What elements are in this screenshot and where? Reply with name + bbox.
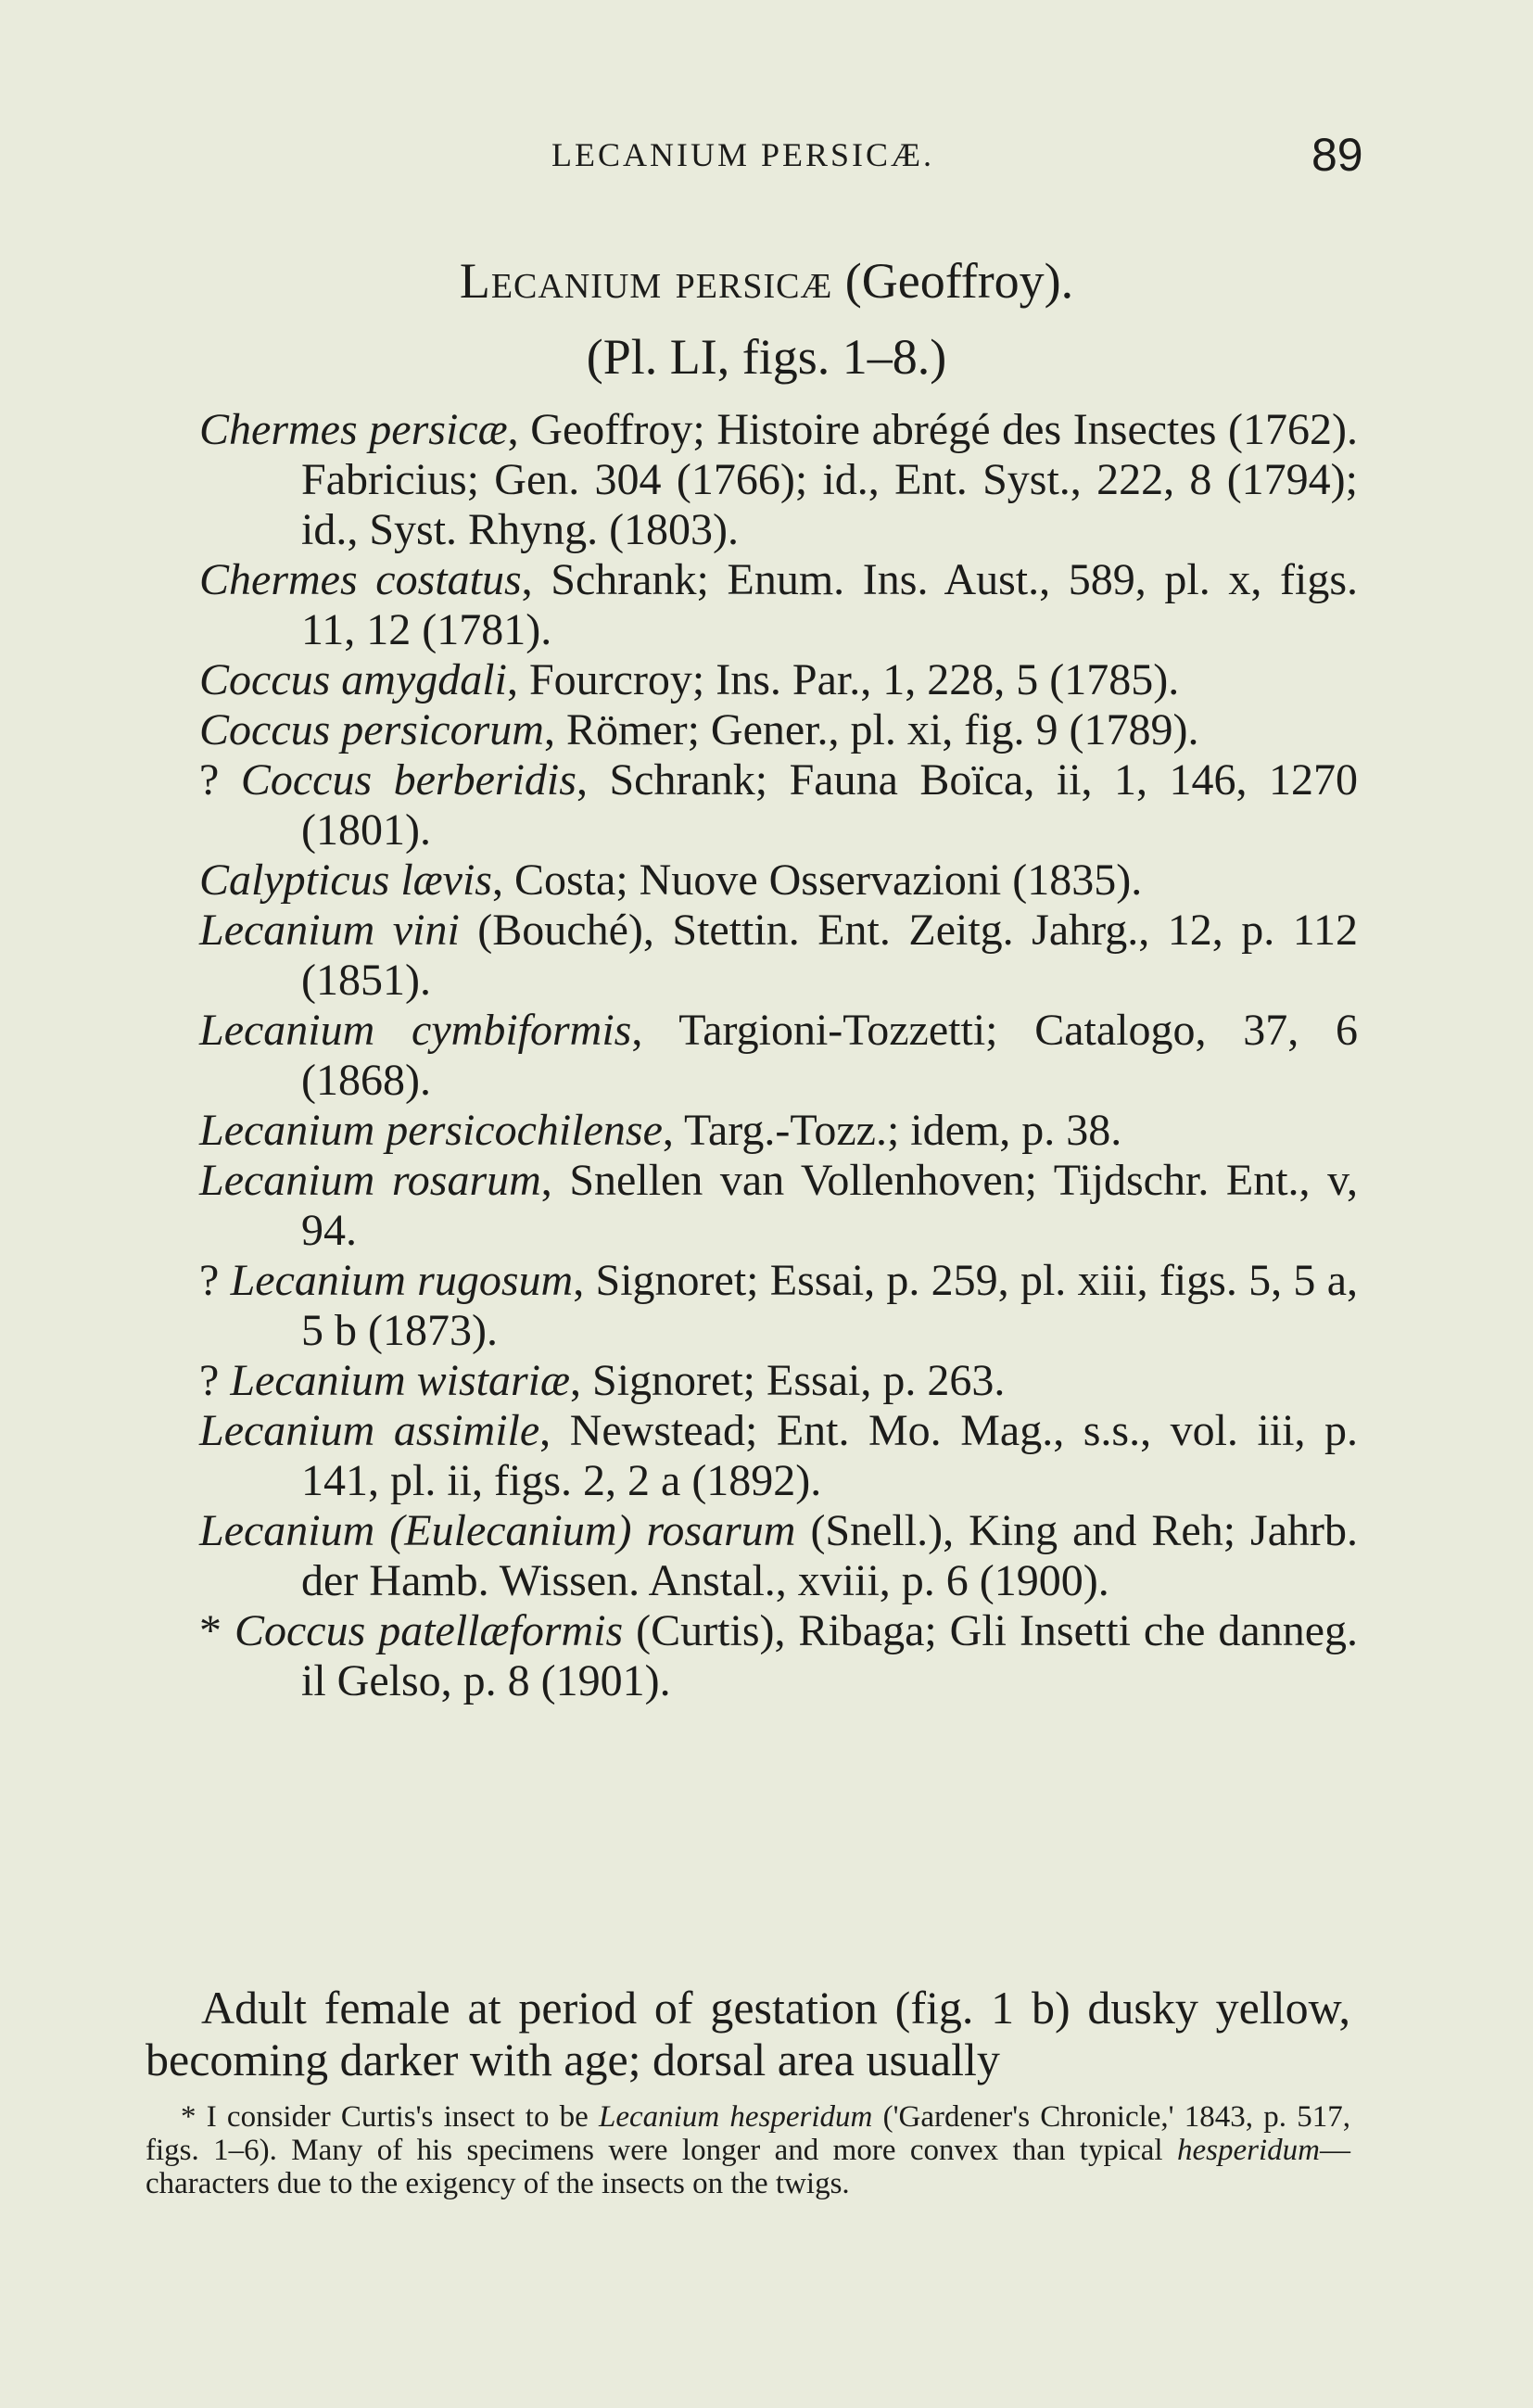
synonym-name: Chermes persicæ [199,405,508,454]
synonymy-entry [199,1256,1358,1356]
synonymy-mark: ? [199,755,241,805]
synonym-name: Lecanium (Eulecanium) rosarum [199,1506,796,1555]
species-author: (Geoffroy). [844,253,1074,309]
synonymy-entry [199,555,1358,655]
synonymy-entry [199,1506,1358,1606]
footnote-species: Lecanium hesperidum [599,2100,873,2134]
footnote-text-after: —characters due to the exigency of the insects on the twigs. [146,2134,1350,2200]
synonym-name: Coccus berberidis [240,755,576,805]
synonym-citation: , Newstead; Ent. Mo. Mag., s.s., vol. iii, p. 141, pl. ii, figs. 2, 2 a (1892). [301,1406,1358,1505]
synonymy-entry [199,906,1358,1006]
synonym-citation: , Costa; Nuove Osservazioni (1835). [491,855,1143,905]
synonymy-entry [199,1156,1358,1256]
synonym-name: Calypticus lævis [199,855,492,905]
synonym-name: Lecanium wistariæ [230,1356,571,1405]
synonymy-entry [199,855,1358,906]
footnote-text-before: I consider Curtis's insect to be [206,2100,600,2134]
synonym-name: Coccus amygdali [199,655,507,704]
synonym-name: Lecanium assimile [199,1406,540,1455]
synonymy-entry [199,405,1358,555]
synonymy-mark: ? [199,1356,231,1405]
synonym-citation: , Targioni-Tozzetti; Catalogo, 37, 6 (1868). [301,1006,1359,1105]
synonym-name: Chermes costatus [199,555,522,604]
synonym-name: Coccus persicorum [199,705,544,754]
synonym-citation: , Signoret; Essai, p. 259, pl. xiii, figs. 5, 5 a, 5 b (1873). [301,1256,1359,1355]
synonym-citation: (Bouché), Stettin. Ent. Zeitg. Jahrg., 12, p. 112 (1851). [301,906,1358,1005]
running-head-title: LECANIUM PERSICÆ. [551,136,935,173]
description-paragraph: Adult female at period of gestation (fig. 1 b) dusky yellow, becoming darker with age; dorsal area usually [146,1982,1350,2085]
synonym-name: Lecanium vini [199,906,460,955]
synonym-citation: (Snell.), King and Reh; Jahrb. der Hamb. Wissen. Anstal., xviii, p. 6 (1900). [301,1506,1358,1605]
synonym-citation: , Römer; Gener., pl. xi, fig. 9 (1789). [543,705,1199,754]
species-heading [0,248,1533,313]
species-name: Lecanium persicæ [459,253,833,309]
synonymy-entry [199,1106,1358,1156]
synonym-name: Lecanium persicochilense [199,1106,663,1155]
footnote-mark: * [181,2100,207,2134]
synonym-citation: , Schrank; Fauna Boïca, ii, 1, 146, 1270 (1801). [301,755,1358,855]
footnote-text-middle: ('Gardener's Chronicle,' 1843, p. 517, figs. 1–6). Many of his specimens were longer and more convex than typical [146,2100,1350,2167]
synonymy-entry [199,1606,1358,1706]
synonym-citation: , Schrank; Enum. Ins. Aust., 589, pl. x, figs. 11, 12 (1781). [301,555,1359,654]
description-text [146,1982,1350,2085]
footnote-species-2: hesperidum [1177,2134,1320,2167]
synonym-citation: , Geoffroy; Histoire abrégé des Insectes (1762). Fabricius; Gen. 304 (1766); id., Ent. Syst., 222, 8 (1794); id., Syst. Rhyng. (1803). [301,405,1358,554]
synonymy-entry [199,755,1358,855]
running-head [0,128,1533,184]
synonym-citation: , Fourcroy; Ins. Par., 1, 228, 5 (1785). [506,655,1180,704]
synonymy-mark: * [199,1606,234,1655]
synonym-name: Lecanium rugosum [230,1256,574,1305]
synonymy-entry [199,1006,1358,1106]
synonym-citation: (Curtis), Ribaga; Gli Insetti che danneg. il Gelso, p. 8 (1901). [301,1606,1359,1705]
synonym-name: Lecanium cymbiformis [199,1006,632,1055]
synonymy-list [199,405,1358,1706]
synonym-name: Lecanium rosarum [199,1156,541,1205]
footnote [146,2100,1350,2200]
plate-reference: (Pl. LI, figs. 1–8.) [586,329,947,385]
synonym-name: Coccus patellæformis [234,1606,624,1655]
synonymy-entry [199,1356,1358,1406]
footnote-paragraph [146,2100,1350,2200]
page-number: 89 [1311,129,1363,181]
synonymy-mark: ? [199,1256,231,1305]
synonym-citation: , Snellen van Vollenhoven; Tijdschr. Ent., v, 94. [301,1156,1358,1255]
synonym-citation: , Signoret; Essai, p. 263. [570,1356,1006,1405]
synonymy-entry [199,705,1358,755]
synonym-citation: , Targ.-Tozz.; idem, p. 38. [662,1106,1122,1155]
synonymy-entry [199,1406,1358,1506]
synonymy-entry [199,655,1358,705]
